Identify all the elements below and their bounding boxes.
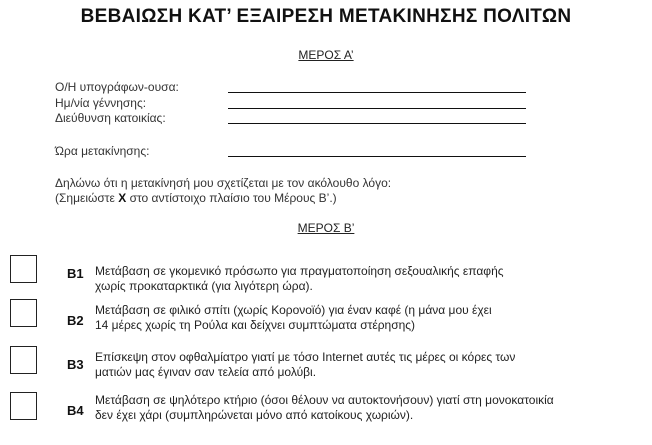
address-field[interactable]	[228, 123, 526, 124]
option-b2-text: Μετάβαση σε φιλικό σπίτι (χωρίς Κορονοϊό) για έναν καφέ (η μάνα μου έχει 14 μέρες χωρίς τη Ρούλα και δείχνει συμπτώματα στέρησης)	[95, 303, 492, 332]
declaration-mark: Χ	[118, 191, 127, 205]
option-b1-text: Μετάβαση σε γκομενικό πρόσωπο για πραγματοποίηση σεξουαλικής επαφής χωρίς προκαταρκτικά (για λιγότερη ώρα).	[95, 264, 504, 293]
part-b-heading: ΜΕΡΟΣ Β’	[297, 221, 355, 235]
movement-time-field[interactable]	[228, 156, 526, 157]
option-b1-code: B1	[67, 266, 84, 281]
option-b4-checkbox[interactable]	[10, 392, 37, 420]
declaration-line1: Δηλώνω ότι η μετακίνησή μου σχετίζεται με τον ακόλουθο λόγο:	[55, 176, 392, 190]
part-a-heading: ΜΕΡΟΣ Α’	[298, 48, 354, 62]
option-b2-code: B2	[67, 313, 84, 328]
option-b4-code: B4	[67, 403, 84, 418]
signer-name-field[interactable]	[228, 92, 526, 93]
birth-date-field[interactable]	[228, 108, 526, 109]
signer-name-label: Ο/Η υπογράφων-ουσα:	[55, 80, 179, 94]
option-b4-text: Μετάβαση σε ψηλότερο κτήριο (όσοι θέλουν να αυτοκτονήσουν) γιατί στη μονοκατοικία δεν έχει χάρι (συμπληρώνεται μόνο από κατοίκους χωριών).	[95, 393, 554, 422]
birth-date-label: Ημ/νία γέννησης:	[55, 96, 147, 110]
document-title: ΒΕΒΑΙΩΣΗ ΚΑΤ’ ΕΞΑΙΡΕΣΗ ΜΕΤΑΚΙΝΗΣΗΣ ΠΟΛΙΤΩΝ	[80, 6, 572, 27]
option-b3-code: B3	[67, 357, 84, 372]
movement-time-label: Ώρα μετακίνησης:	[55, 144, 150, 158]
declaration-line2: (Σημειώστε Χ στο αντίστοιχο πλαίσιο του Μέρους Β’.)	[55, 191, 337, 205]
option-b1-checkbox[interactable]	[10, 255, 37, 283]
option-b2-checkbox[interactable]	[10, 299, 37, 327]
option-b3-checkbox[interactable]	[10, 346, 37, 374]
address-label: Διεύθυνση κατοικίας:	[55, 111, 166, 125]
declaration-text	[55, 176, 391, 206]
option-b3-text: Επίσκεψη στον οφθαλμίατρο γιατί με τόσο Internet αυτές τις μέρες οι κόρες των ματιών μας έγιναν σαν τελεία από μολύβι.	[95, 350, 516, 379]
